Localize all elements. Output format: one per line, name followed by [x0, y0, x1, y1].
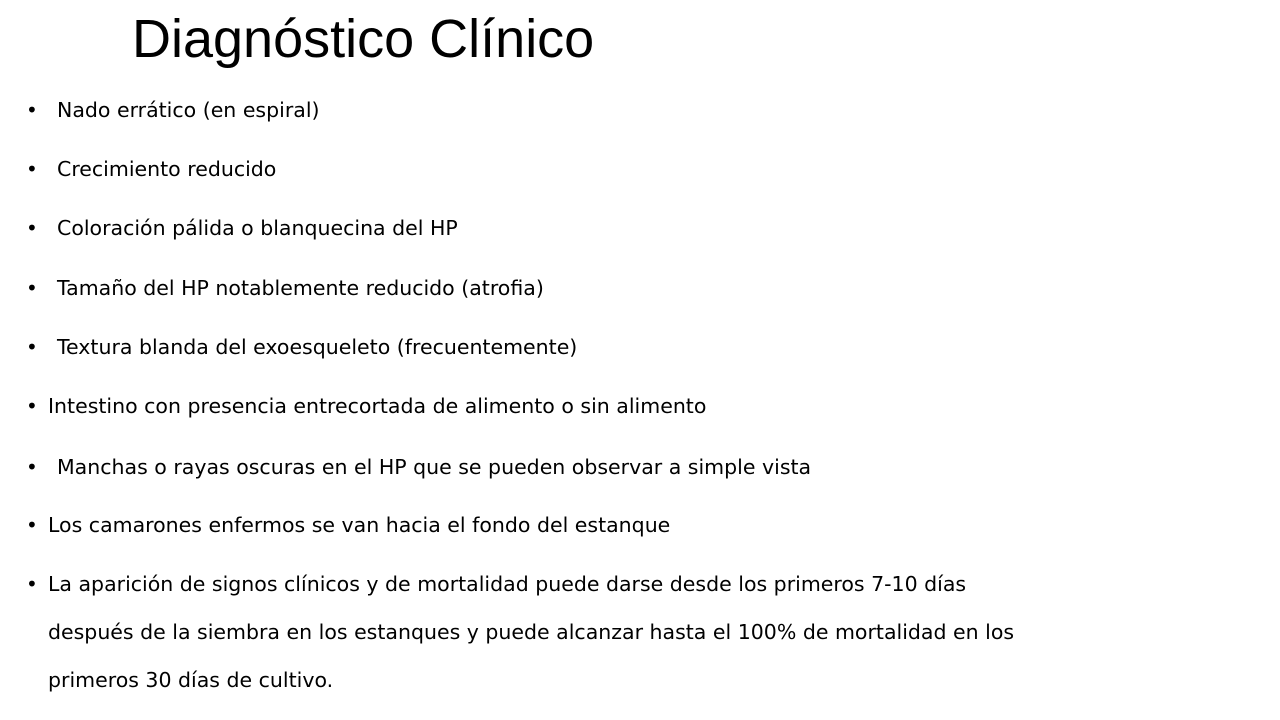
- bullet-text: Nado errático (en espiral): [57, 98, 320, 122]
- bullet-dot-icon: •: [26, 335, 38, 359]
- bullet-text: Crecimiento reducido: [57, 157, 277, 181]
- bullet-dot-icon: •: [26, 157, 38, 181]
- bullet-dot-icon: •: [26, 572, 38, 596]
- bullet-dot-icon: •: [26, 394, 38, 418]
- bullet-text: Coloración pálida o blanquecina del HP: [57, 216, 458, 240]
- bullet-text: Intestino con presencia entrecortada de alimento o sin alimento: [48, 394, 707, 418]
- bullet-text: Los camarones enfermos se van hacia el fondo del estanque: [48, 513, 671, 537]
- bullet-dot-icon: •: [26, 98, 38, 122]
- bullet-dot-icon: •: [26, 455, 38, 479]
- bullet-text: Tamaño del HP notablemente reducido (atrofia): [57, 276, 544, 300]
- bullet-text-line: después de la siembra en los estanques y puede alcanzar hasta el 100% de mortalidad en los: [48, 620, 1015, 644]
- bullet-dot-icon: •: [26, 513, 38, 537]
- bullet-dot-icon: •: [26, 276, 38, 300]
- bullet-dot-icon: •: [26, 216, 38, 240]
- bullet-text: Manchas o rayas oscuras en el HP que se pueden observar a simple vista: [57, 455, 812, 479]
- bullet-text: Textura blanda del exoesqueleto (frecuentemente): [57, 335, 578, 359]
- bullet-text-line: La aparición de signos clínicos y de mortalidad puede darse desde los primeros 7-10 días: [48, 572, 967, 596]
- slide-title: Diagnóstico Clínico: [132, 9, 595, 69]
- bullet-text-line: primeros 30 días de cultivo.: [48, 668, 334, 692]
- bullet-text-multiline: [48, 572, 1014, 692]
